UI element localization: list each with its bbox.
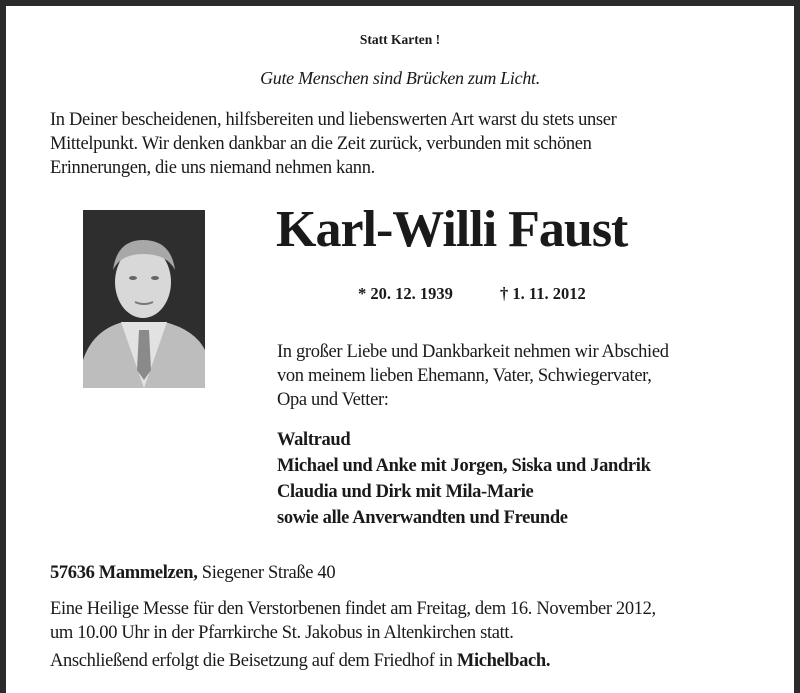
service-line: Eine Heilige Messe für den Verstorbenen findet am Freitag, dem 16. November 2012,	[50, 599, 656, 619]
motto: Gute Menschen sind Brücken zum Licht.	[260, 68, 540, 88]
death-date: † 1. 11. 2012	[500, 284, 586, 303]
burial-place: Michelbach.	[456, 651, 551, 671]
intro-line: In Deiner bescheidenen, hilfsbereiten und liebenswerten Art warst du stets unser	[50, 110, 617, 130]
mourner: Claudia und Dirk mit Mila-Marie	[277, 482, 534, 502]
intro-line: Mittelpunkt. Wir denken dankbar an die Zeit zurück, verbunden mit schönen	[50, 134, 592, 154]
obituary-notice	[6, 6, 794, 693]
mourner: Waltraud	[277, 430, 351, 450]
farewell-line: Opa und Vetter:	[277, 390, 389, 410]
intro-line: Erinnerungen, die uns niemand nehmen kann.	[50, 158, 375, 178]
portrait-photo	[83, 210, 205, 388]
address	[50, 561, 335, 585]
deceased-name: Karl-Willi Faust	[276, 201, 628, 258]
mourner: Michael und Anke mit Jorgen, Siska und Jandrik	[277, 456, 651, 476]
farewell-line: In großer Liebe und Dankbarkeit nehmen wir Abschied	[277, 342, 669, 362]
birth-date: * 20. 12. 1939	[358, 284, 453, 303]
service-line: um 10.00 Uhr in der Pfarrkirche St. Jakobus in Altenkirchen statt.	[50, 623, 514, 643]
mourner: sowie alle Anverwandten und Freunde	[277, 508, 568, 528]
burial-line	[50, 649, 550, 673]
statt-karten-heading: Statt Karten !	[359, 32, 441, 47]
address-city: 57636 Mammelzen,	[50, 563, 198, 583]
burial-text: Anschließend erfolgt die Beisetzung auf dem Friedhof in	[50, 651, 457, 671]
portrait-image	[83, 210, 205, 388]
address-street: Siegener Straße 40	[201, 563, 336, 583]
farewell-line: von meinem lieben Ehemann, Vater, Schwiegervater,	[277, 366, 652, 386]
